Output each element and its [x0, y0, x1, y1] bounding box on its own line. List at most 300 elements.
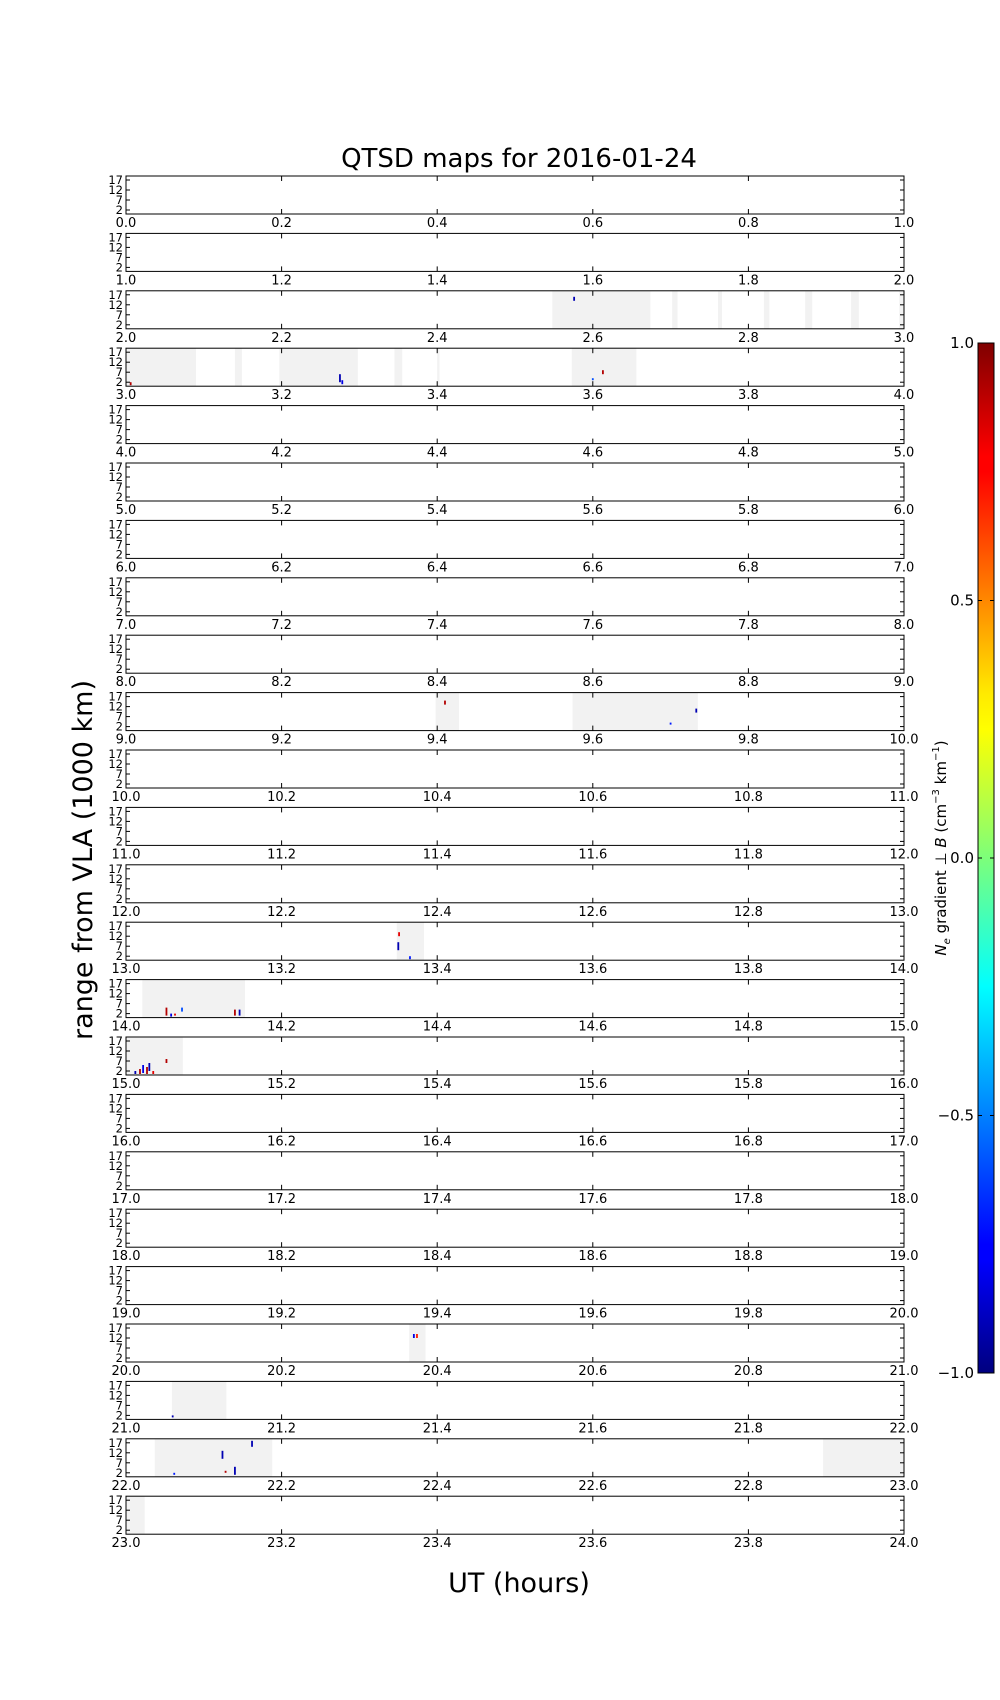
- x-tick-label: 2.8: [738, 330, 759, 346]
- x-tick-label: 4.2: [271, 445, 292, 461]
- x-tick-label: 1.2: [271, 273, 292, 289]
- x-tick-label: 17.4: [422, 1191, 452, 1207]
- x-tick-label: 4.0: [893, 388, 915, 404]
- y-tick-label: 7: [115, 1111, 123, 1126]
- coverage-region: [552, 291, 650, 329]
- panel-22: [108, 1436, 918, 1494]
- coverage-region: [572, 348, 637, 386]
- x-tick-label: 9.0: [115, 732, 137, 748]
- y-tick-label: 2: [115, 719, 123, 734]
- detection-mark: [397, 942, 399, 950]
- coverage-region: [899, 291, 904, 329]
- x-tick-label: 22.0: [111, 1478, 141, 1494]
- x-tick-label: 17.0: [889, 1134, 919, 1150]
- detection-mark: [134, 1071, 136, 1074]
- x-tick-label: 16.8: [733, 1134, 763, 1150]
- coverage-region: [823, 1439, 904, 1477]
- x-tick-label: 14.6: [578, 1019, 608, 1035]
- x-tick-label: 9.6: [582, 732, 604, 748]
- y-tick-label: 12: [108, 584, 123, 599]
- x-tick-label: 19.4: [422, 1306, 452, 1322]
- y-tick-label: 17: [108, 632, 123, 647]
- panel-frame: [126, 807, 904, 845]
- panel-0: [108, 173, 914, 231]
- coverage-region: [851, 291, 859, 329]
- x-tick-label: 5.0: [115, 503, 137, 518]
- detection-mark: [398, 932, 400, 936]
- x-tick-label: 16.2: [267, 1134, 297, 1150]
- x-tick-label: 5.4: [426, 503, 448, 518]
- x-tick-label: 22.8: [733, 1478, 763, 1494]
- x-tick-label: 18.0: [889, 1191, 919, 1207]
- x-tick-label: 2.0: [893, 273, 915, 289]
- x-tick-label: 6.0: [115, 560, 137, 576]
- y-tick-label: 7: [115, 652, 123, 667]
- y-tick-label: 17: [108, 1321, 123, 1335]
- x-tick-label: 23.0: [889, 1478, 919, 1494]
- colorbar-label-exp1: −3: [931, 789, 942, 804]
- detection-mark: [341, 380, 343, 384]
- detection-mark: [695, 709, 697, 713]
- detection-mark: [139, 1069, 141, 1074]
- x-tick-label: 19.6: [578, 1306, 608, 1322]
- y-tick-label: 2: [115, 1121, 123, 1136]
- x-tick-label: 11.4: [422, 847, 452, 863]
- panel-frame: [126, 922, 904, 960]
- detection-mark: [166, 1008, 168, 1016]
- y-tick-label: 12: [108, 1216, 123, 1231]
- panel-frame: [126, 348, 904, 386]
- detection-mark: [239, 1010, 241, 1016]
- y-tick-label: 12: [108, 1503, 123, 1518]
- panel-17: [108, 1149, 918, 1207]
- y-tick-label: 2: [115, 1178, 123, 1193]
- x-tick-label: 11.2: [267, 847, 297, 863]
- x-tick-label: 23.8: [733, 1536, 763, 1552]
- x-tick-label: 15.2: [267, 1077, 297, 1092]
- y-tick-label: 7: [115, 480, 123, 494]
- y-tick-label: 12: [108, 355, 123, 370]
- x-tick-label: 14.8: [733, 1019, 763, 1035]
- y-tick-label: 12: [108, 240, 123, 255]
- x-tick-label: 7.8: [738, 617, 759, 633]
- x-tick-label: 0.0: [115, 216, 137, 231]
- detection-mark: [166, 1059, 168, 1063]
- colorbar-label-exp2: −1: [931, 746, 942, 762]
- x-tick-label: 15.6: [578, 1077, 608, 1092]
- coverage-region: [394, 348, 402, 386]
- detection-mark: [173, 1473, 175, 1475]
- colorbar-tick-label: 0.0: [950, 849, 974, 867]
- x-tick-label: 19.8: [733, 1306, 763, 1322]
- chart-title: QTSD maps for 2016-01-24: [341, 144, 697, 174]
- coverage-region: [126, 1496, 145, 1534]
- coverage-region: [718, 291, 722, 329]
- y-tick-label: 2: [115, 1236, 123, 1251]
- x-tick-label: 9.4: [426, 732, 448, 748]
- coverage-region: [672, 291, 677, 329]
- y-tick-label: 12: [108, 1044, 123, 1058]
- y-tick-label: 17: [108, 1034, 123, 1048]
- panel-1: [108, 230, 914, 288]
- panel-frame: [126, 1152, 904, 1190]
- y-tick-label: 17: [108, 287, 123, 302]
- y-tick-label: 17: [108, 747, 123, 761]
- x-tick-label: 4.4: [426, 445, 448, 461]
- y-tick-label: 7: [115, 422, 123, 437]
- coverage-region: [126, 1037, 183, 1075]
- x-tick-label: 10.6: [578, 790, 608, 805]
- detection-mark: [130, 382, 132, 385]
- panel-frame: [126, 1209, 904, 1247]
- y-tick-label: 17: [108, 1148, 123, 1163]
- x-tick-label: 1.0: [115, 273, 137, 289]
- x-tick-label: 14.2: [267, 1019, 297, 1035]
- y-tick-label: 2: [115, 375, 123, 390]
- x-tick-label: 2.6: [582, 330, 604, 346]
- x-tick-label: 20.8: [733, 1364, 763, 1379]
- panel-stack: [108, 173, 918, 1551]
- x-tick-label: 20.6: [578, 1364, 608, 1379]
- coverage-region: [235, 348, 242, 386]
- x-tick-label: 22.6: [578, 1478, 608, 1494]
- colorbar-label-mid: gradient ⊥: [932, 847, 950, 939]
- panel-6: [108, 517, 914, 575]
- y-tick-label: 7: [115, 250, 123, 265]
- y-tick-label: 2: [115, 1293, 123, 1308]
- x-tick-label: 1.0: [893, 216, 915, 231]
- detection-mark: [152, 1071, 154, 1074]
- y-tick-label: 2: [115, 547, 123, 562]
- y-tick-label: 17: [108, 1206, 123, 1221]
- x-tick-label: 21.2: [267, 1421, 297, 1437]
- detection-mark: [170, 1014, 172, 1017]
- panel-frame: [126, 693, 904, 731]
- x-tick-label: 12.2: [267, 904, 297, 920]
- x-tick-label: 13.0: [111, 962, 141, 978]
- x-tick-label: 16.0: [889, 1077, 919, 1092]
- y-tick-label: 7: [115, 996, 123, 1011]
- y-tick-label: 2: [115, 317, 123, 332]
- x-tick-label: 17.2: [267, 1191, 297, 1207]
- x-tick-label: 4.6: [582, 445, 604, 461]
- coverage-region: [437, 348, 439, 386]
- x-tick-label: 20.4: [422, 1364, 452, 1379]
- x-tick-label: 0.4: [426, 216, 448, 231]
- x-tick-label: 20.2: [267, 1364, 297, 1379]
- y-tick-label: 17: [108, 1263, 123, 1278]
- x-tick-label: 16.4: [422, 1134, 452, 1150]
- y-tick-label: 2: [115, 203, 123, 217]
- panel-frame: [126, 1037, 904, 1075]
- panel-14: [108, 977, 918, 1035]
- coverage-region: [764, 291, 769, 329]
- x-tick-label: 17.8: [733, 1191, 763, 1207]
- y-tick-label: 17: [108, 976, 123, 991]
- x-tick-label: 8.6: [582, 675, 604, 691]
- detection-mark: [670, 723, 672, 725]
- y-tick-label: 12: [108, 929, 123, 944]
- coverage-region: [126, 348, 196, 386]
- x-tick-label: 6.2: [271, 560, 292, 576]
- y-tick-label: 2: [115, 490, 123, 504]
- x-tick-label: 3.0: [893, 330, 915, 346]
- x-tick-label: 21.4: [422, 1421, 452, 1437]
- x-tick-label: 13.8: [733, 962, 763, 978]
- x-tick-label: 0.8: [738, 216, 759, 231]
- x-tick-label: 23.0: [111, 1536, 141, 1552]
- x-tick-label: 8.8: [738, 675, 759, 691]
- x-tick-label: 10.0: [889, 732, 919, 748]
- detection-mark: [172, 1415, 174, 1417]
- panel-frame: [126, 750, 904, 788]
- colorbar-label: [931, 740, 953, 955]
- y-tick-label: 2: [115, 834, 123, 849]
- coverage-region: [805, 291, 812, 329]
- panel-20: [108, 1321, 918, 1379]
- y-tick-label: 7: [115, 193, 123, 207]
- x-tick-label: 10.8: [733, 790, 763, 805]
- detection-mark: [339, 374, 341, 382]
- x-tick-label: 14.0: [889, 962, 919, 978]
- panel-frame: [126, 463, 904, 501]
- coverage-region: [436, 693, 459, 731]
- panel-frame: [126, 865, 904, 903]
- x-tick-label: 3.4: [426, 388, 448, 404]
- x-tick-label: 24.0: [889, 1536, 919, 1552]
- panel-8: [108, 632, 914, 690]
- x-tick-label: 17.0: [111, 1191, 141, 1207]
- x-tick-label: 17.6: [578, 1191, 608, 1207]
- panel-18: [108, 1206, 918, 1264]
- colorbar-tick-label: −0.5: [937, 1106, 974, 1125]
- x-tick-label: 14.0: [111, 1019, 141, 1035]
- detection-mark: [222, 1451, 224, 1459]
- x-tick-label: 7.0: [115, 617, 137, 633]
- x-tick-label: 11.8: [733, 847, 763, 863]
- x-tick-label: 4.8: [738, 445, 759, 461]
- colorbar-label-unit2: km: [932, 761, 950, 790]
- x-tick-label: 13.4: [422, 962, 452, 978]
- y-tick-label: 17: [108, 1493, 123, 1508]
- y-tick-label: 12: [108, 814, 123, 829]
- colorbar-label-b: B: [932, 837, 950, 848]
- detection-mark: [592, 378, 594, 380]
- y-tick-label: 17: [108, 1091, 123, 1106]
- y-tick-label: 7: [115, 1168, 123, 1183]
- y-tick-label: 12: [108, 412, 123, 427]
- y-tick-label: 7: [115, 307, 123, 322]
- x-tick-label: 19.0: [889, 1249, 919, 1265]
- x-tick-label: 4.0: [115, 445, 137, 461]
- panel-21: [108, 1378, 918, 1436]
- x-tick-label: 12.8: [733, 904, 763, 920]
- y-tick-label: 2: [115, 604, 123, 619]
- panel-frame: [126, 176, 904, 214]
- x-tick-label: 13.6: [578, 962, 608, 978]
- x-tick-label: 18.2: [267, 1249, 297, 1265]
- y-tick-label: 2: [115, 777, 123, 791]
- y-tick-label: 7: [115, 939, 123, 954]
- detection-mark: [409, 956, 411, 959]
- x-tick-label: 15.8: [733, 1077, 763, 1092]
- x-tick-label: 14.4: [422, 1019, 452, 1035]
- x-tick-label: 10.0: [111, 790, 141, 805]
- x-tick-label: 7.0: [893, 560, 915, 576]
- panel-frame: [126, 233, 904, 271]
- y-tick-label: 17: [108, 1378, 123, 1393]
- x-tick-label: 19.0: [111, 1306, 141, 1322]
- x-tick-label: 3.0: [115, 388, 137, 404]
- x-tick-label: 6.8: [738, 560, 759, 576]
- detection-mark: [234, 1010, 236, 1016]
- x-tick-label: 12.0: [889, 847, 919, 863]
- x-tick-label: 6.0: [893, 503, 915, 518]
- x-tick-label: 11.6: [578, 847, 608, 863]
- y-tick-label: 7: [115, 1283, 123, 1298]
- coverage-region: [279, 348, 358, 386]
- y-tick-label: 7: [115, 1054, 123, 1068]
- detection-mark: [142, 1065, 144, 1073]
- y-tick-label: 17: [108, 861, 123, 876]
- x-tick-label: 18.6: [578, 1249, 608, 1265]
- y-tick-label: 17: [108, 574, 123, 589]
- x-tick-label: 15.0: [889, 1019, 919, 1035]
- x-tick-label: 5.0: [893, 445, 915, 461]
- y-tick-label: 17: [108, 517, 123, 532]
- y-tick-label: 12: [108, 871, 123, 886]
- y-tick-label: 12: [108, 1445, 123, 1460]
- y-tick-label: 7: [115, 709, 123, 724]
- y-tick-label: 12: [108, 1101, 123, 1116]
- y-tick-label: 12: [108, 699, 123, 714]
- y-tick-label: 7: [115, 767, 123, 781]
- x-tick-label: 6.6: [582, 560, 604, 576]
- detection-mark: [174, 1014, 176, 1016]
- x-tick-label: 1.4: [426, 273, 448, 289]
- x-tick-label: 12.4: [422, 904, 452, 920]
- x-tick-label: 22.4: [422, 1478, 452, 1494]
- x-tick-label: 7.4: [426, 617, 448, 633]
- y-tick-label: 2: [115, 1465, 123, 1480]
- y-tick-label: 17: [108, 804, 123, 819]
- y-tick-label: 17: [108, 460, 123, 474]
- detection-mark: [225, 1471, 227, 1473]
- y-tick-label: 2: [115, 662, 123, 677]
- y-tick-label: 12: [108, 183, 123, 197]
- y-tick-label: 2: [115, 1064, 123, 1078]
- x-tick-label: 16.6: [578, 1134, 608, 1150]
- x-tick-label: 12.6: [578, 904, 608, 920]
- panel-frame: [126, 1496, 904, 1534]
- x-tick-label: 21.8: [733, 1421, 763, 1437]
- x-tick-label: 19.2: [267, 1306, 297, 1322]
- detection-mark: [181, 1008, 183, 1012]
- y-tick-label: 17: [108, 345, 123, 360]
- colorbar-tick-label: 0.5: [950, 591, 974, 610]
- panel-13: [108, 919, 918, 977]
- y-tick-label: 2: [115, 260, 123, 275]
- detection-mark: [444, 701, 446, 705]
- panel-9: [108, 690, 918, 748]
- coverage-region: [142, 980, 245, 1018]
- x-tick-label: 8.0: [115, 675, 137, 691]
- x-tick-label: 0.2: [271, 216, 292, 231]
- panel-frame: [126, 578, 904, 616]
- colorbar-tick-label: 1.0: [950, 334, 974, 352]
- panel-12: [108, 862, 918, 920]
- y-tick-label: 12: [108, 1158, 123, 1173]
- x-tick-label: 23.4: [422, 1536, 452, 1552]
- y-tick-label: 17: [108, 689, 123, 704]
- x-tick-label: 20.0: [889, 1306, 919, 1322]
- coverage-region: [397, 922, 424, 960]
- x-tick-label: 18.4: [422, 1249, 452, 1265]
- x-tick-label: 23.2: [267, 1536, 297, 1552]
- y-tick-label: 7: [115, 1513, 123, 1528]
- panel-16: [108, 1091, 918, 1149]
- x-tick-label: 5.2: [271, 503, 292, 518]
- x-tick-label: 5.8: [738, 503, 759, 518]
- y-axis-label: range from VLA (1000 km): [68, 680, 99, 1040]
- y-tick-label: 12: [108, 986, 123, 1001]
- y-tick-label: 7: [115, 537, 123, 552]
- y-tick-label: 12: [108, 642, 123, 657]
- panel-frame: [126, 635, 904, 673]
- x-tick-label: 3.2: [271, 388, 292, 404]
- colorbar-label-close: ): [932, 740, 950, 747]
- y-tick-label: 7: [115, 881, 123, 896]
- x-tick-label: 16.0: [111, 1134, 141, 1150]
- y-tick-label: 2: [115, 949, 123, 964]
- x-tick-label: 8.4: [426, 675, 448, 691]
- x-tick-label: 18.8: [733, 1249, 763, 1265]
- coverage-region: [155, 1439, 272, 1477]
- x-tick-label: 6.4: [426, 560, 448, 576]
- x-tick-label: 13.2: [267, 962, 297, 978]
- panel-15: [108, 1034, 918, 1092]
- panel-19: [108, 1264, 918, 1322]
- y-tick-label: 7: [115, 594, 123, 609]
- detection-mark: [234, 1467, 236, 1475]
- panel-frame: [126, 406, 904, 444]
- y-tick-label: 12: [108, 1273, 123, 1288]
- colorbar-label-sub: e: [942, 938, 953, 945]
- x-tick-label: 7.2: [271, 617, 292, 633]
- x-tick-label: 1.8: [738, 273, 759, 289]
- x-tick-label: 11.0: [111, 847, 141, 863]
- y-tick-label: 17: [108, 173, 123, 187]
- y-tick-label: 2: [115, 1408, 123, 1423]
- panel-frame: [126, 520, 904, 558]
- x-tick-label: 13.0: [889, 904, 919, 920]
- y-tick-label: 2: [115, 1351, 123, 1365]
- y-tick-label: 7: [115, 1341, 123, 1355]
- x-tick-label: 11.0: [889, 790, 919, 805]
- x-tick-label: 18.0: [111, 1249, 141, 1265]
- detection-mark: [573, 297, 575, 301]
- x-tick-label: 10.4: [422, 790, 452, 805]
- panel-4: [108, 403, 914, 461]
- x-tick-label: 8.0: [893, 617, 915, 633]
- y-tick-label: 2: [115, 891, 123, 906]
- colorbar-label-ne: N: [932, 944, 950, 956]
- y-tick-label: 12: [108, 527, 123, 542]
- colorbar-label-unit: (cm: [932, 803, 950, 838]
- y-tick-label: 17: [108, 402, 123, 417]
- panel-2: [108, 288, 914, 346]
- x-tick-label: 9.0: [893, 675, 915, 691]
